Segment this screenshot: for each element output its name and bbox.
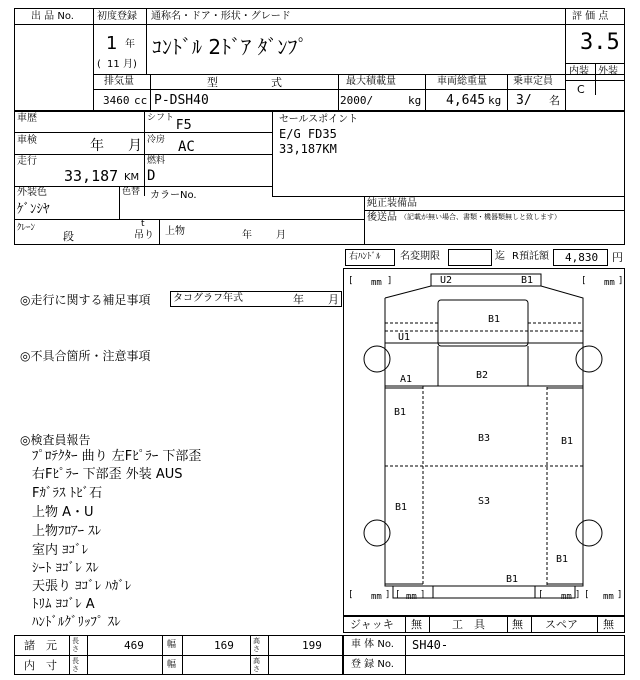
damage-label-b1-top: B1 (521, 275, 534, 286)
divider (507, 616, 508, 633)
damage-label-b1-cab: B1 (488, 314, 501, 325)
displacement-unit: cc (134, 94, 148, 107)
jack-label: ジャッキ (350, 618, 394, 631)
tire-bracket-fr-open: [ (581, 276, 587, 286)
divider (182, 635, 183, 675)
tire-unit-rr: mm (603, 592, 614, 602)
damage-label-b2: B2 (476, 370, 489, 381)
grade-label: 評 価 点 (572, 11, 609, 22)
divider (565, 80, 625, 81)
inspector-label: ◎検査員報告 (20, 433, 91, 447)
divider (119, 186, 120, 219)
divider (595, 63, 596, 95)
shift-value: F5 (176, 118, 192, 133)
steering-value: 右ﾊﾝﾄﾞﾙ (349, 252, 381, 262)
max-load-label: 最大積載量 (346, 76, 396, 87)
capacity-label: 乗車定員 (513, 76, 553, 87)
color-value: ｹﾞﾝｼﾔ (17, 202, 50, 217)
divider (87, 635, 88, 675)
deck-inner (423, 386, 547, 586)
tacho-year-unit: 年 (293, 293, 304, 306)
spec-label: 諸 元 (24, 639, 57, 652)
car-name: ｺﾝﾄﾞﾙ 2ﾄﾞｱ ﾀﾞﾝﾌﾟ (152, 35, 308, 59)
divider (507, 74, 508, 111)
tool-value: 無 (512, 618, 523, 631)
inner-width-label: 幅 (167, 660, 177, 670)
inspection-label: 車検 (17, 135, 37, 146)
max-load-unit: kg (408, 94, 422, 107)
tire-bracket-fr-close: ] (618, 276, 624, 286)
capacity-value: 3/ (516, 93, 532, 108)
tire-bracket-rl-close: ] (385, 590, 391, 600)
tire-bracket-rr2-open: [ (538, 590, 544, 600)
inner-length-label: 長さ (72, 657, 79, 673)
ac-value: AC (178, 139, 195, 155)
divider (14, 186, 272, 187)
crane-lift-unit: 吊り (134, 230, 154, 241)
recycle-label: R預託額 (512, 251, 549, 262)
wheel-front-left (364, 346, 390, 372)
inspector-line: 上物 A・U (32, 505, 94, 520)
crane-ton-label: t (141, 219, 145, 229)
inspector-line: 上物ﾌﾛｱｰ ｽﾚ (32, 524, 102, 539)
first-reg-label: 初度登録 (97, 11, 137, 22)
tire-bracket-rl2-open: [ (395, 590, 401, 600)
jack-value: 無 (411, 618, 422, 631)
grade-value: 3.5 (580, 30, 620, 55)
mileage-unit: KM (124, 172, 140, 183)
later-label: 後送品 (367, 212, 397, 223)
length-value: 469 (124, 639, 144, 652)
tire-bracket-rr2-close: ] (575, 590, 581, 600)
tire-unit-rl2: mm (406, 592, 417, 602)
damage-label-u1: U1 (398, 332, 411, 343)
fuel-value: D (147, 168, 156, 184)
tire-unit-fr: mm (604, 278, 615, 288)
inspector-line: ﾌﾟﾛﾃｸﾀｰ 曲り 左Fﾋﾟﾗｰ 下部歪 (32, 449, 202, 464)
divider (69, 635, 70, 675)
damage-label-a1: A1 (400, 374, 413, 385)
driving-notes-label: ◎走行に関する補足事項 (20, 293, 151, 307)
divider (425, 74, 426, 111)
month-open: ( (97, 59, 101, 70)
sales-point-label: セールスポイント (279, 114, 359, 125)
tire-bracket-rr-open: [ (584, 590, 590, 600)
cab-outline (385, 286, 583, 343)
wheel-rear-left (364, 520, 390, 546)
divider (14, 24, 93, 25)
damage-label-b1-left-lower: B1 (395, 502, 408, 513)
displacement-value: 3460 (103, 94, 130, 107)
lot-label: 出 品 No. (31, 11, 74, 22)
inspector-line: ﾊﾝﾄﾞﾙｸﾞﾘｯﾌﾟ ｽﾚ (32, 615, 121, 630)
divider (272, 111, 273, 196)
divider (146, 8, 147, 74)
width-value: 169 (214, 639, 234, 652)
damage-label-b1-right-lower: B1 (556, 554, 569, 565)
wheel-front-right (576, 346, 602, 372)
color-code-label: カラーNo. (150, 190, 197, 201)
model-label-b: 式 (271, 76, 282, 89)
divider (405, 635, 406, 675)
capacity-unit: 名 (549, 94, 560, 107)
first-reg-year: 1 (106, 33, 118, 54)
divider (364, 210, 625, 211)
ac-label: 冷房 (147, 135, 166, 145)
defects-label: ◎不具合箇所・注意事項 (20, 349, 151, 363)
tacho-label: タコグラフ年式 (173, 293, 243, 304)
damage-label-b1-left-upper: B1 (394, 407, 407, 418)
model-label-a: 型 (207, 76, 218, 89)
inspection-year-unit: 年 (90, 138, 104, 154)
damage-label-u2: U2 (440, 275, 453, 286)
name-label: 通称名・ドア・形状・グレード (151, 11, 291, 22)
inspector-line: 右Fﾋﾟﾗｰ 下部歪 外装 AUS (32, 467, 183, 482)
divider (272, 196, 625, 197)
divider (364, 196, 365, 245)
inspector-line: 室内 ﾖｺﾞﾚ (32, 543, 89, 558)
tire-bracket-fl-open: [ (348, 276, 354, 286)
wheel-rear-right (576, 520, 602, 546)
divider (93, 24, 625, 25)
inspector-line: ｼｰﾄ ﾖｺﾞﾚ ｽﾚ (32, 561, 99, 576)
divider (429, 616, 430, 633)
spare-value: 無 (603, 618, 614, 631)
max-load-value: 2000/ (340, 94, 374, 107)
shift-label: シフト (147, 113, 175, 123)
color-label: 外装色 (17, 187, 47, 198)
divider (531, 616, 532, 633)
title-period-label: 名変期限 (400, 251, 440, 262)
divider (14, 132, 272, 133)
crane-label: ｸﾚｰﾝ (17, 223, 36, 233)
gvw-label: 車両総重量 (437, 76, 487, 87)
spare-label: スペア (545, 618, 578, 631)
sales-point-line-2: 33,187KM (279, 142, 337, 156)
inner-height-label: 高さ (253, 657, 260, 673)
tool-label: 工 具 (452, 618, 485, 631)
tax-label: 迄 (495, 251, 505, 262)
width-label: 幅 (167, 640, 177, 650)
tire-bracket-fl-close: ] (387, 276, 393, 286)
upper-year-unit: 年 (242, 230, 252, 241)
divider (565, 63, 625, 64)
divider (250, 635, 251, 675)
displacement-label: 排気量 (104, 76, 134, 87)
genuine-label: 純正装備品 (367, 198, 417, 209)
divider (14, 154, 272, 155)
sales-point-line-1: E/G FD35 (279, 127, 337, 141)
chassis-label: 車 体 No. (351, 639, 394, 650)
crane-steps-unit: 段 (63, 230, 74, 243)
color-no-label: 色替 (122, 187, 141, 197)
interior-label: 内装 (569, 66, 589, 77)
damage-label-s3: S3 (478, 496, 491, 507)
divider (343, 655, 625, 656)
interior-value: C (577, 83, 585, 96)
tire-unit-rr2: mm (561, 592, 572, 602)
height-label: 高さ (253, 637, 260, 653)
divider (14, 219, 364, 220)
upper-label: 上物 (165, 226, 185, 237)
inner-label: 内 寸 (24, 659, 57, 672)
first-reg-year-unit: 年 (125, 39, 135, 50)
recycle-unit: 円 (612, 251, 623, 264)
divider (268, 635, 269, 675)
inspector-line: ﾄﾘﾑ ﾖｺﾞﾚ A (32, 597, 95, 612)
divider (405, 616, 406, 633)
tire-unit-fl: mm (371, 278, 382, 288)
tire-bracket-rr-close: ] (617, 590, 623, 600)
divider (14, 655, 343, 656)
upper-month-unit: 月 (276, 230, 286, 241)
damage-label-b3: B3 (478, 433, 491, 444)
damage-label-b1-right-upper: B1 (561, 436, 574, 447)
recycle-value: 4,830 (565, 251, 599, 264)
gvw-value: 4,645 (446, 93, 486, 108)
title-period-box (448, 249, 492, 266)
fuel-label: 燃料 (147, 156, 166, 166)
tire-unit-rl: mm (371, 592, 382, 602)
deck (385, 386, 583, 586)
tacho-month-unit: 月 (328, 293, 339, 306)
inspector-line: 天張り ﾖｺﾞﾚ ﾊｶﾞﾚ (32, 579, 132, 594)
divider (338, 74, 339, 111)
divider (162, 635, 163, 675)
divider (93, 89, 565, 90)
later-note: （記載が無い場合、書類・機器類無しと致します） (400, 213, 561, 221)
model-value: P-DSH40 (154, 93, 209, 108)
inspector-line: Fｶﾞﾗｽ ﾄﾋﾞ石 (32, 486, 103, 501)
mileage-value: 33,187 (64, 167, 119, 185)
tire-bracket-rl-open: [ (348, 590, 354, 600)
divider (150, 74, 151, 111)
reg-label: 登 録 No. (351, 659, 394, 670)
divider (159, 219, 160, 245)
gvw-unit: kg (488, 94, 502, 107)
chassis-value: SH40- (412, 638, 449, 652)
first-reg-month: 11 (107, 59, 120, 70)
length-label: 長さ (72, 637, 79, 653)
divider (93, 74, 625, 75)
history-label: 車歴 (17, 113, 37, 124)
mileage-label: 走行 (17, 156, 37, 167)
height-value: 199 (302, 639, 322, 652)
divider (597, 616, 598, 633)
cab-roof (438, 300, 528, 346)
exterior-label: 外装 (598, 66, 618, 77)
tire-bracket-rl2-close: ] (420, 590, 426, 600)
first-reg-month-unit: 月) (123, 59, 137, 70)
inspection-month-unit: 月 (128, 138, 142, 154)
damage-label-b1-bottom: B1 (506, 574, 519, 585)
